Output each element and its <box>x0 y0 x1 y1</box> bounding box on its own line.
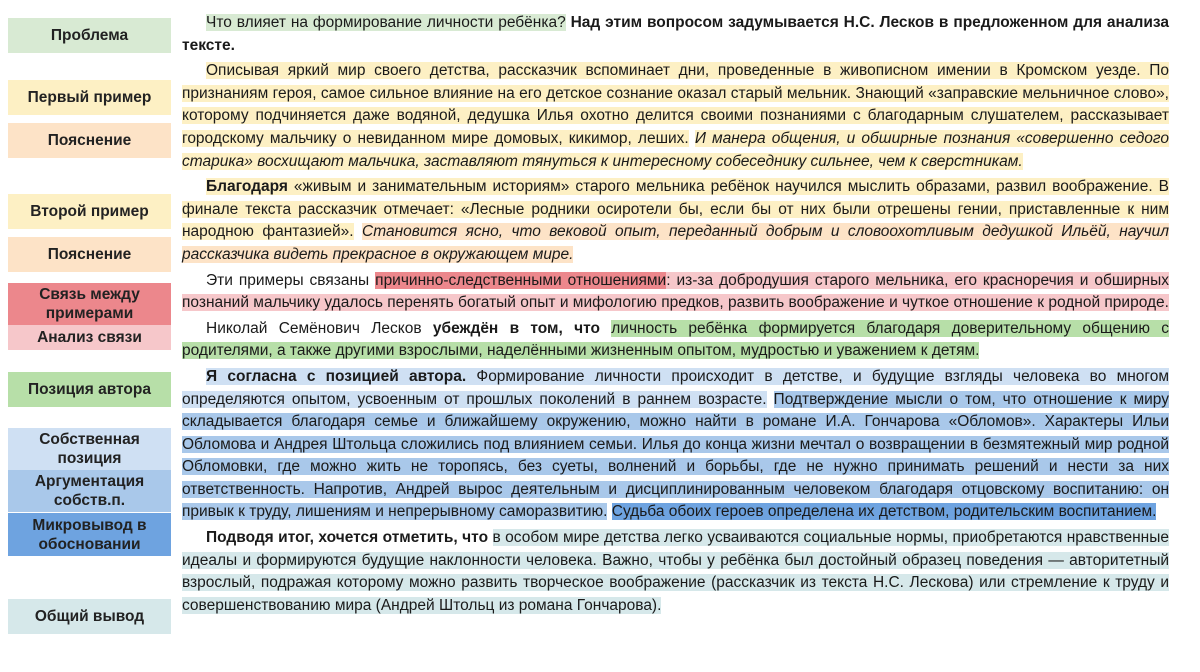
paragraph-problem <box>182 12 1169 57</box>
label-first-example: Первый пример <box>8 80 171 115</box>
label-author-position: Позиция автора <box>8 372 171 407</box>
second-example-explanation: Становится ясно, что вековой опыт, переданный добрым и словоохотливым дедушкой Ильёй, научил рассказчика видеть прекрасное в окружающем мире. <box>182 223 1169 263</box>
paragraph-second-example <box>182 176 1169 266</box>
second-example-text: «живым и занимательным историям» старого мельника ребёнок научился мыслить образами, развил воображение. В финале текста рассказчик отмечает: «Лесные родники осиротели бы, если бы от них были отрешены гении, приставленные к ним народною фантазией». <box>182 178 1169 241</box>
second-example-connector: Благодаря <box>206 178 288 196</box>
paragraph-own-position <box>182 366 1169 524</box>
label-own-argument: Аргументация собств.п. <box>8 470 171 512</box>
author-name: Николай Семёнович Лесков <box>206 319 422 337</box>
author-position-connector: убеждён в том, что <box>432 319 600 337</box>
own-position-statement: Я согласна с позицией автора. <box>206 367 467 385</box>
essay-text <box>182 12 1169 617</box>
own-argument-text: Подтверждение мысли о том, что отношение к миру складывается благодаря семье и ближайшему окружению, можно найти в романе И.А. Гончарова «Обломов». Характеры Ильи Обломова и Андрея Штольца сложились под влиянием семьи. Илья до конца жизни мечтал о возвращении в безмятежный мир родной Обломовки, где можно жить не торопясь, без суеты, волнений и борьбы, где не нужно принимать решений и нести за них ответственность. Напротив, Андрей вырос деятельным и дисциплинированным человеком благодаря отцовскому воспитанию: он привык к труду, лишениям и непрерывному саморазвитию. <box>182 390 1170 521</box>
link-type: причинно-следственными отношениями <box>375 271 667 289</box>
paragraph-first-example <box>182 60 1169 173</box>
first-example-explanation: И манера общения, и обширные познания «совершенно седого старика» восхищают мальчика, заставляют тянуться к интересному собеседнику сильнее, чем к сверстникам. <box>182 129 1170 170</box>
paragraph-conclusion <box>182 527 1169 617</box>
label-column <box>0 0 180 672</box>
label-link-between-examples: Связь между примерами <box>8 283 171 325</box>
label-link-analysis: Анализ связи <box>8 325 171 350</box>
problem-author-statement: Над этим вопросом задумывается Н.С. Лесков в предложенном для анализа тексте. <box>182 14 1169 54</box>
first-example-text: Описывая яркий мир своего детства, рассказчик вспоминает дни, проведенные в живописном имении в Кромском уезде. По признаниям героя, самое сильное влияние на его детское сознание оказал старый мельник. Знающий «заправские мельничное слово», которому подчиняется даже водяной, дедушка Илья охотно делится своими познаниями с благодарным слушателем, рассказывает городскому мальчику о невиданном мире домовых, кикимор, леших. <box>182 62 1169 147</box>
own-position-text: Формирование личности происходит в детстве, и будущие взгляды человека во многом определяются опытом, усвоенным от прошлых поколений в раннем возрасте. <box>182 367 1169 408</box>
problem-question: Что влияет на формирование личности ребёнка? <box>206 14 566 31</box>
label-problem: Проблема <box>8 18 171 53</box>
conclusion-text: в особом мире детства легко усваиваются социальные нормы, приобретаются нравственные идеалы и формируются будущие наклонности человека. Важно, чтобы у ребёнка был достойный образец поведения — авторитетный взрослый, подражая которому можно развить творческое воображение (рассказчик из текста Н.С. Лескова) или стремление к труду и совершенствованию мира (Андрей Штольц из романа Гончарова). <box>182 529 1169 614</box>
paragraph-link <box>182 270 1169 315</box>
label-second-example: Второй пример <box>8 194 171 229</box>
micro-conclusion-text: Судьба обоих героев определена их детством, родительским воспитанием. <box>611 503 1157 521</box>
label-explanation-2: Пояснение <box>8 237 171 272</box>
conclusion-connector: Подводя итог, хочется отметить, что <box>206 529 489 547</box>
paragraph-author-position <box>182 318 1169 363</box>
link-analysis-text: : из-за добродушия старого мельника, его красноречия и обширных познаний мальчику удалось перенять богатый опыт и мифологию предков, развить воображение и чуткое отношение к родной природе. <box>182 271 1169 312</box>
label-own-position: Собственная позиция <box>8 428 171 470</box>
link-intro: Эти примеры связаны <box>206 271 370 289</box>
author-position-text: личность ребёнка формируется благодаря доверительному общению с родителями, а также другими взрослыми, наделёнными жизненным опытом, мудростью и уважением к детям. <box>182 319 1170 360</box>
label-explanation-1: Пояснение <box>8 123 171 158</box>
label-micro-conclusion: Микровывод в обосновании <box>8 513 171 556</box>
label-general-conclusion: Общий вывод <box>8 599 171 634</box>
